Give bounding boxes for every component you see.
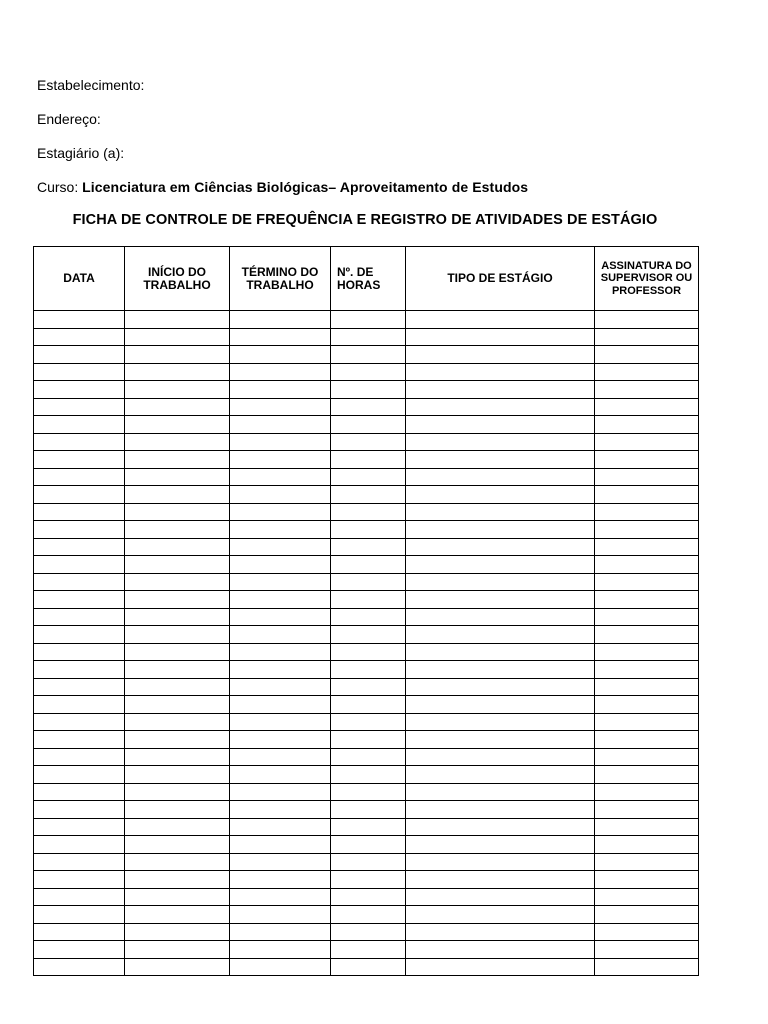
cell-tipo[interactable] — [406, 538, 595, 556]
cell-assinatura[interactable] — [595, 451, 699, 469]
cell-data[interactable] — [34, 941, 125, 959]
cell-termino[interactable] — [230, 486, 331, 504]
cell-tipo[interactable] — [406, 626, 595, 644]
cell-termino[interactable] — [230, 836, 331, 854]
cell-termino[interactable] — [230, 766, 331, 784]
cell-tipo[interactable] — [406, 906, 595, 924]
cell-data[interactable] — [34, 923, 125, 941]
cell-data[interactable] — [34, 328, 125, 346]
cell-inicio[interactable] — [125, 468, 230, 486]
cell-tipo[interactable] — [406, 608, 595, 626]
cell-data[interactable] — [34, 626, 125, 644]
cell-tipo[interactable] — [406, 958, 595, 976]
cell-inicio[interactable] — [125, 696, 230, 714]
cell-horas[interactable] — [331, 608, 406, 626]
cell-data[interactable] — [34, 521, 125, 539]
cell-inicio[interactable] — [125, 941, 230, 959]
cell-data[interactable] — [34, 608, 125, 626]
cell-horas[interactable] — [331, 416, 406, 434]
cell-assinatura[interactable] — [595, 433, 699, 451]
cell-inicio[interactable] — [125, 591, 230, 609]
cell-inicio[interactable] — [125, 678, 230, 696]
cell-horas[interactable] — [331, 923, 406, 941]
cell-horas[interactable] — [331, 346, 406, 364]
table-row — [34, 556, 699, 574]
cell-termino[interactable] — [230, 451, 331, 469]
header-horas: Nº. DE HORAS — [331, 247, 406, 311]
cell-data[interactable] — [34, 818, 125, 836]
cell-horas[interactable] — [331, 748, 406, 766]
cell-assinatura[interactable] — [595, 381, 699, 399]
cell-tipo[interactable] — [406, 486, 595, 504]
cell-tipo[interactable] — [406, 311, 595, 329]
cell-data[interactable] — [34, 538, 125, 556]
cell-inicio[interactable] — [125, 381, 230, 399]
cell-horas[interactable] — [331, 836, 406, 854]
cell-inicio[interactable] — [125, 346, 230, 364]
cell-inicio[interactable] — [125, 853, 230, 871]
table-header-row — [34, 247, 699, 311]
table-row — [34, 678, 699, 696]
cell-termino[interactable] — [230, 871, 331, 889]
cell-horas[interactable] — [331, 643, 406, 661]
cell-assinatura[interactable] — [595, 731, 699, 749]
cell-inicio[interactable] — [125, 328, 230, 346]
cell-termino[interactable] — [230, 661, 331, 679]
cell-tipo[interactable] — [406, 433, 595, 451]
cell-assinatura[interactable] — [595, 748, 699, 766]
cell-data[interactable] — [34, 958, 125, 976]
cell-inicio[interactable] — [125, 626, 230, 644]
cell-termino[interactable] — [230, 398, 331, 416]
cell-assinatura[interactable] — [595, 398, 699, 416]
cell-tipo[interactable] — [406, 836, 595, 854]
cell-termino[interactable] — [230, 503, 331, 521]
cell-tipo[interactable] — [406, 468, 595, 486]
cell-assinatura[interactable] — [595, 311, 699, 329]
cell-inicio[interactable] — [125, 311, 230, 329]
cell-inicio[interactable] — [125, 556, 230, 574]
cell-tipo[interactable] — [406, 853, 595, 871]
cell-termino[interactable] — [230, 696, 331, 714]
table-row — [34, 888, 699, 906]
cell-assinatura[interactable] — [595, 958, 699, 976]
cell-inicio[interactable] — [125, 538, 230, 556]
cell-inicio[interactable] — [125, 801, 230, 819]
table-row — [34, 748, 699, 766]
cell-horas[interactable] — [331, 678, 406, 696]
cell-tipo[interactable] — [406, 521, 595, 539]
cell-assinatura[interactable] — [595, 783, 699, 801]
table-row — [34, 906, 699, 924]
attendance-table — [33, 246, 699, 976]
cell-termino[interactable] — [230, 626, 331, 644]
cell-horas[interactable] — [331, 888, 406, 906]
cell-termino[interactable] — [230, 643, 331, 661]
cell-termino[interactable] — [230, 731, 331, 749]
cell-inicio[interactable] — [125, 486, 230, 504]
cell-data[interactable] — [34, 731, 125, 749]
cell-termino[interactable] — [230, 468, 331, 486]
cell-data[interactable] — [34, 381, 125, 399]
cell-termino[interactable] — [230, 958, 331, 976]
cell-termino[interactable] — [230, 556, 331, 574]
cell-tipo[interactable] — [406, 731, 595, 749]
cell-termino[interactable] — [230, 713, 331, 731]
cell-data[interactable] — [34, 888, 125, 906]
cell-tipo[interactable] — [406, 643, 595, 661]
table-row — [34, 573, 699, 591]
cell-termino[interactable] — [230, 888, 331, 906]
table-row — [34, 643, 699, 661]
cell-inicio[interactable] — [125, 521, 230, 539]
cell-horas[interactable] — [331, 538, 406, 556]
cell-data[interactable] — [34, 433, 125, 451]
table-row — [34, 783, 699, 801]
cell-assinatura[interactable] — [595, 521, 699, 539]
cell-horas[interactable] — [331, 363, 406, 381]
cell-inicio[interactable] — [125, 871, 230, 889]
cell-horas[interactable] — [331, 328, 406, 346]
cell-data[interactable] — [34, 678, 125, 696]
cell-termino[interactable] — [230, 433, 331, 451]
cell-horas[interactable] — [331, 486, 406, 504]
cell-termino[interactable] — [230, 748, 331, 766]
cell-data[interactable] — [34, 643, 125, 661]
cell-tipo[interactable] — [406, 783, 595, 801]
cell-assinatura[interactable] — [595, 678, 699, 696]
cell-data[interactable] — [34, 766, 125, 784]
estagiario-label: Estagiário (a): — [37, 145, 125, 161]
cell-termino[interactable] — [230, 363, 331, 381]
cell-inicio[interactable] — [125, 906, 230, 924]
cell-termino[interactable] — [230, 416, 331, 434]
table-row — [34, 416, 699, 434]
cell-data[interactable] — [34, 468, 125, 486]
header-assinatura: ASSINATURA DO SUPERVISOR OU PROFESSOR — [595, 247, 699, 311]
cell-termino[interactable] — [230, 346, 331, 364]
table-row — [34, 766, 699, 784]
cell-inicio[interactable] — [125, 836, 230, 854]
cell-horas[interactable] — [331, 381, 406, 399]
cell-assinatura[interactable] — [595, 906, 699, 924]
cell-assinatura[interactable] — [595, 626, 699, 644]
cell-tipo[interactable] — [406, 748, 595, 766]
cell-termino[interactable] — [230, 818, 331, 836]
table-row — [34, 836, 699, 854]
cell-inicio[interactable] — [125, 923, 230, 941]
cell-inicio[interactable] — [125, 731, 230, 749]
curso-line — [37, 179, 528, 195]
table-row — [34, 381, 699, 399]
cell-horas[interactable] — [331, 521, 406, 539]
curso-label: Curso: — [37, 179, 79, 195]
table-row — [34, 818, 699, 836]
cell-tipo[interactable] — [406, 941, 595, 959]
cell-data[interactable] — [34, 591, 125, 609]
cell-termino[interactable] — [230, 381, 331, 399]
cell-tipo[interactable] — [406, 416, 595, 434]
cell-data[interactable] — [34, 503, 125, 521]
cell-termino[interactable] — [230, 328, 331, 346]
cell-assinatura[interactable] — [595, 941, 699, 959]
estabelecimento-label: Estabelecimento: — [37, 77, 145, 93]
cell-termino[interactable] — [230, 573, 331, 591]
cell-assinatura[interactable] — [595, 416, 699, 434]
cell-data[interactable] — [34, 416, 125, 434]
cell-data[interactable] — [34, 783, 125, 801]
cell-horas[interactable] — [331, 958, 406, 976]
cell-tipo[interactable] — [406, 346, 595, 364]
cell-inicio[interactable] — [125, 608, 230, 626]
cell-tipo[interactable] — [406, 451, 595, 469]
cell-horas[interactable] — [331, 853, 406, 871]
cell-data[interactable] — [34, 696, 125, 714]
cell-termino[interactable] — [230, 853, 331, 871]
cell-inicio[interactable] — [125, 958, 230, 976]
cell-assinatura[interactable] — [595, 608, 699, 626]
cell-termino[interactable] — [230, 608, 331, 626]
table-row — [34, 433, 699, 451]
cell-assinatura[interactable] — [595, 363, 699, 381]
cell-horas[interactable] — [331, 941, 406, 959]
cell-horas[interactable] — [331, 783, 406, 801]
cell-horas[interactable] — [331, 503, 406, 521]
cell-tipo[interactable] — [406, 818, 595, 836]
table-row — [34, 713, 699, 731]
cell-inicio[interactable] — [125, 713, 230, 731]
cell-data[interactable] — [34, 906, 125, 924]
cell-data[interactable] — [34, 556, 125, 574]
cell-tipo[interactable] — [406, 713, 595, 731]
table-row — [34, 346, 699, 364]
cell-assinatura[interactable] — [595, 818, 699, 836]
table-row — [34, 486, 699, 504]
table-row — [34, 661, 699, 679]
cell-data[interactable] — [34, 713, 125, 731]
cell-data[interactable] — [34, 451, 125, 469]
table-row — [34, 468, 699, 486]
table-row — [34, 328, 699, 346]
cell-horas[interactable] — [331, 451, 406, 469]
cell-inicio[interactable] — [125, 643, 230, 661]
cell-data[interactable] — [34, 398, 125, 416]
table-row — [34, 591, 699, 609]
cell-data[interactable] — [34, 748, 125, 766]
cell-inicio[interactable] — [125, 503, 230, 521]
cell-horas[interactable] — [331, 398, 406, 416]
cell-assinatura[interactable] — [595, 573, 699, 591]
table-row — [34, 696, 699, 714]
cell-assinatura[interactable] — [595, 853, 699, 871]
table-row — [34, 853, 699, 871]
cell-data[interactable] — [34, 363, 125, 381]
table-row — [34, 451, 699, 469]
cell-inicio[interactable] — [125, 661, 230, 679]
cell-horas[interactable] — [331, 871, 406, 889]
cell-data[interactable] — [34, 346, 125, 364]
cell-termino[interactable] — [230, 941, 331, 959]
cell-assinatura[interactable] — [595, 346, 699, 364]
cell-tipo[interactable] — [406, 678, 595, 696]
cell-inicio[interactable] — [125, 748, 230, 766]
cell-tipo[interactable] — [406, 398, 595, 416]
cell-assinatura[interactable] — [595, 836, 699, 854]
table-row — [34, 363, 699, 381]
cell-horas[interactable] — [331, 713, 406, 731]
cell-tipo[interactable] — [406, 661, 595, 679]
table-row — [34, 503, 699, 521]
cell-inicio[interactable] — [125, 783, 230, 801]
cell-data[interactable] — [34, 801, 125, 819]
cell-termino[interactable] — [230, 923, 331, 941]
table-row — [34, 608, 699, 626]
cell-tipo[interactable] — [406, 766, 595, 784]
table-row — [34, 923, 699, 941]
cell-assinatura[interactable] — [595, 696, 699, 714]
cell-data[interactable] — [34, 311, 125, 329]
cell-assinatura[interactable] — [595, 503, 699, 521]
cell-termino[interactable] — [230, 801, 331, 819]
table-row — [34, 311, 699, 329]
cell-assinatura[interactable] — [595, 871, 699, 889]
cell-tipo[interactable] — [406, 363, 595, 381]
cell-termino[interactable] — [230, 783, 331, 801]
endereco-label: Endereço: — [37, 111, 101, 127]
header-tipo: TIPO DE ESTÁGIO — [406, 247, 595, 311]
cell-assinatura[interactable] — [595, 486, 699, 504]
cell-horas[interactable] — [331, 661, 406, 679]
cell-inicio[interactable] — [125, 573, 230, 591]
cell-inicio[interactable] — [125, 416, 230, 434]
cell-termino[interactable] — [230, 678, 331, 696]
cell-inicio[interactable] — [125, 451, 230, 469]
cell-horas[interactable] — [331, 818, 406, 836]
header-termino: TÉRMINO DO TRABALHO — [230, 247, 331, 311]
cell-termino[interactable] — [230, 591, 331, 609]
cell-assinatura[interactable] — [595, 468, 699, 486]
cell-data[interactable] — [34, 486, 125, 504]
form-title: FICHA DE CONTROLE DE FREQUÊNCIA E REGISTRO DE ATIVIDADES DE ESTÁGIO — [72, 212, 658, 228]
cell-assinatura[interactable] — [595, 713, 699, 731]
table-row — [34, 521, 699, 539]
cell-data[interactable] — [34, 871, 125, 889]
cell-horas[interactable] — [331, 801, 406, 819]
cell-termino[interactable] — [230, 311, 331, 329]
table-row — [34, 958, 699, 976]
cell-assinatura[interactable] — [595, 591, 699, 609]
cell-horas[interactable] — [331, 626, 406, 644]
cell-termino[interactable] — [230, 538, 331, 556]
cell-tipo[interactable] — [406, 381, 595, 399]
cell-horas[interactable] — [331, 906, 406, 924]
cell-assinatura[interactable] — [595, 888, 699, 906]
cell-tipo[interactable] — [406, 573, 595, 591]
cell-assinatura[interactable] — [595, 643, 699, 661]
cell-horas[interactable] — [331, 696, 406, 714]
cell-assinatura[interactable] — [595, 766, 699, 784]
table-row — [34, 398, 699, 416]
cell-tipo[interactable] — [406, 696, 595, 714]
table-row — [34, 538, 699, 556]
cell-inicio[interactable] — [125, 363, 230, 381]
cell-assinatura[interactable] — [595, 801, 699, 819]
cell-assinatura[interactable] — [595, 556, 699, 574]
cell-inicio[interactable] — [125, 888, 230, 906]
table-row — [34, 626, 699, 644]
cell-horas[interactable] — [331, 556, 406, 574]
cell-tipo[interactable] — [406, 871, 595, 889]
cell-assinatura[interactable] — [595, 328, 699, 346]
cell-inicio[interactable] — [125, 398, 230, 416]
table-row — [34, 731, 699, 749]
cell-horas[interactable] — [331, 573, 406, 591]
cell-data[interactable] — [34, 853, 125, 871]
cell-data[interactable] — [34, 661, 125, 679]
cell-inicio[interactable] — [125, 433, 230, 451]
cell-tipo[interactable] — [406, 923, 595, 941]
cell-tipo[interactable] — [406, 328, 595, 346]
table-row — [34, 941, 699, 959]
cell-data[interactable] — [34, 573, 125, 591]
cell-horas[interactable] — [331, 468, 406, 486]
header-inicio: INÍCIO DO TRABALHO — [125, 247, 230, 311]
cell-data[interactable] — [34, 836, 125, 854]
cell-tipo[interactable] — [406, 591, 595, 609]
table-row — [34, 871, 699, 889]
table-body — [34, 311, 699, 976]
cell-inicio[interactable] — [125, 818, 230, 836]
cell-tipo[interactable] — [406, 801, 595, 819]
cell-horas[interactable] — [331, 311, 406, 329]
cell-horas[interactable] — [331, 731, 406, 749]
curso-value: Licenciatura em Ciências Biológicas– Aproveitamento de Estudos — [82, 179, 529, 195]
header-data: DATA — [34, 247, 125, 311]
table-row — [34, 801, 699, 819]
cell-assinatura[interactable] — [595, 923, 699, 941]
cell-tipo[interactable] — [406, 503, 595, 521]
cell-horas[interactable] — [331, 433, 406, 451]
cell-assinatura[interactable] — [595, 661, 699, 679]
cell-termino[interactable] — [230, 906, 331, 924]
cell-horas[interactable] — [331, 766, 406, 784]
cell-termino[interactable] — [230, 521, 331, 539]
cell-horas[interactable] — [331, 591, 406, 609]
cell-inicio[interactable] — [125, 766, 230, 784]
cell-tipo[interactable] — [406, 556, 595, 574]
cell-tipo[interactable] — [406, 888, 595, 906]
cell-assinatura[interactable] — [595, 538, 699, 556]
